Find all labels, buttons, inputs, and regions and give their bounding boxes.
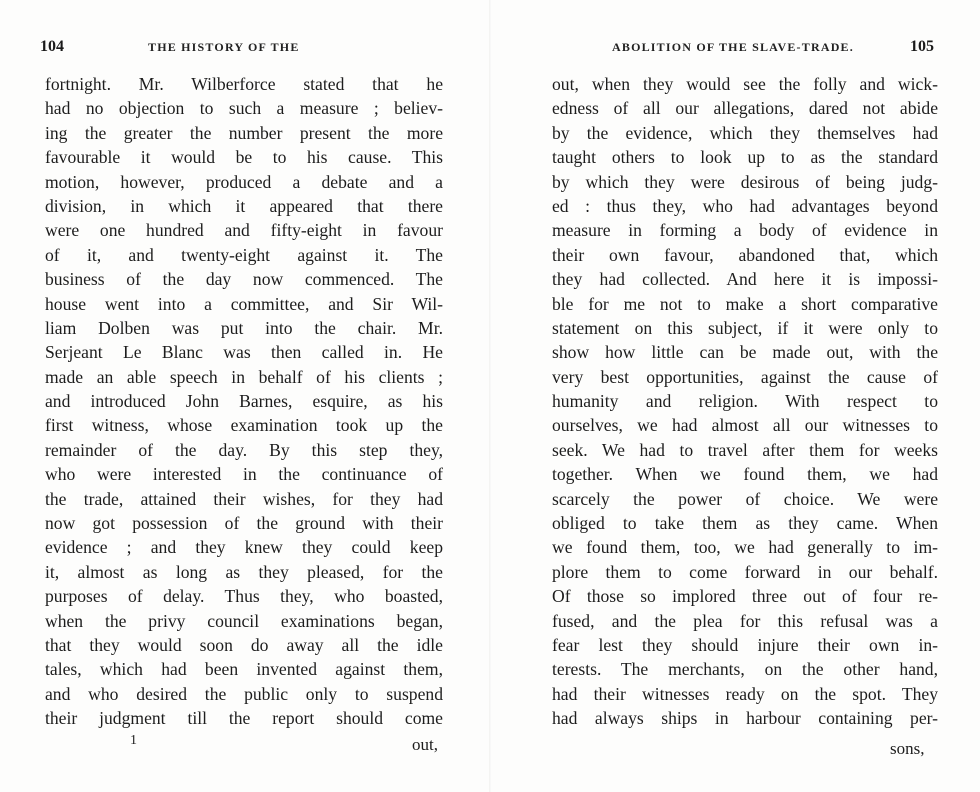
text-line: ourselves, we had almost all our witnesses to [552, 415, 938, 436]
text-line: Of those so implored three out of four re- [552, 586, 938, 607]
text-line: had always ships in harbour containing per- [552, 708, 938, 729]
text-line: taught others to look up to as the standard [552, 147, 938, 168]
text-line: obliged to take them as they came. When [552, 513, 938, 534]
text-line: now got possession of the ground with their [45, 513, 443, 534]
text-line: when the privy council examinations began, [45, 610, 443, 631]
text-line: terests. The merchants, on the other hand, [552, 659, 938, 680]
text-line: the trade, attained their wishes, for they had [45, 488, 443, 509]
text-line: scarcely the power of choice. We were [552, 488, 938, 509]
text-line: had their witnesses ready on the spot. They [552, 683, 938, 704]
text-line: by the evidence, which they themselves had [552, 122, 938, 143]
running-head: ABOLITION OF THE SLAVE-TRADE. [612, 40, 854, 54]
text-line: tales, which had been invented against them, [45, 659, 443, 680]
text-line: had no objection to such a measure ; believ- [45, 98, 443, 119]
text-line: Serjeant Le Blanc was then called in. He [45, 342, 443, 363]
text-line: ed : thus they, who had advantages beyond [552, 195, 938, 216]
text-line: ble for me not to make a short comparative [552, 293, 938, 314]
text-line: purposes of delay. Thus they, who boasted, [45, 586, 443, 607]
text-line: together. When we found them, we had [552, 464, 938, 485]
text-line: humanity and religion. With respect to [552, 391, 938, 412]
signature-mark: 1 [130, 733, 137, 748]
text-line: that they would soon do away all the idle [45, 634, 443, 655]
text-line: who were interested in the continuance of [45, 464, 443, 485]
body-text [552, 72, 938, 731]
text-line: we found them, too, we had generally to im- [552, 537, 938, 558]
catchword: out, [412, 735, 438, 754]
text-line: liam Dolben was put into the chair. Mr. [45, 317, 443, 338]
text-line: it, almost as long as they pleased, for the [45, 561, 443, 582]
text-line: fortnight. Mr. Wilberforce stated that he [45, 74, 443, 94]
text-line: first witness, whose examination took up the [45, 415, 443, 436]
page-number: 104 [40, 38, 64, 55]
text-line: fear lest they should injure their own in- [552, 634, 938, 655]
text-line: and introduced John Barnes, esquire, as his [45, 391, 443, 412]
text-line: favourable it would be to his cause. This [45, 147, 443, 168]
text-line: by which they were desirous of being judg- [552, 171, 938, 192]
text-line: edness of all our allegations, dared not abide [552, 98, 938, 119]
text-line: made an able speech in behalf of his clients ; [45, 366, 443, 387]
text-line: measure in forming a body of evidence in [552, 220, 938, 241]
text-line: of it, and twenty-eight against it. The [45, 244, 443, 265]
text-line: evidence ; and they knew they could keep [45, 537, 443, 558]
text-line: seek. We had to travel after them for weeks [552, 439, 938, 460]
text-line: motion, however, produced a debate and a [45, 171, 443, 192]
text-line: they had collected. And here it is impossi- [552, 269, 938, 290]
text-line: house went into a committee, and Sir Wil- [45, 293, 443, 314]
text-line: plore them to come forward in our behalf. [552, 561, 938, 582]
running-head: THE HISTORY OF THE [148, 40, 300, 54]
text-line: ing the greater the number present the more [45, 122, 443, 143]
text-line: were one hundred and fifty-eight in favour [45, 220, 443, 241]
catchword: sons, [890, 739, 925, 758]
right-page [490, 0, 980, 792]
text-line: division, in which it appeared that there [45, 195, 443, 216]
text-line: show how little can be made out, with the [552, 342, 938, 363]
text-line: statement on this subject, if it were only to [552, 317, 938, 338]
text-line: their judgment till the report should come [45, 708, 443, 729]
text-line: their own favour, abandoned that, which [552, 244, 938, 265]
text-line: business of the day now commenced. The [45, 269, 443, 290]
text-line: remainder of the day. By this step they, [45, 439, 443, 460]
text-line: and who desired the public only to suspend [45, 683, 443, 704]
page-number: 105 [910, 38, 934, 55]
text-line: very best opportunities, against the cause of [552, 366, 938, 387]
text-line: out, when they would see the folly and wick- [552, 74, 938, 94]
text-line: fused, and the plea for this refusal was a [552, 610, 938, 631]
body-text [45, 72, 443, 731]
